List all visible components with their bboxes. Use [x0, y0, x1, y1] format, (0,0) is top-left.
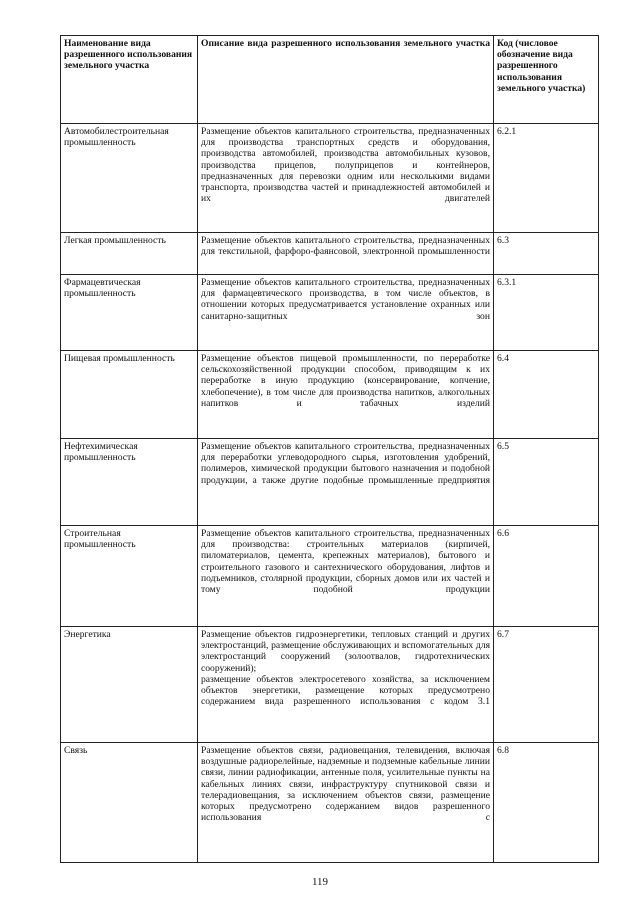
row-code: 6.3.1: [494, 275, 599, 351]
row-code: 6.6: [494, 526, 599, 627]
table-row: [61, 124, 599, 233]
description-paragraph: Размещение объектов капитального строительства, предназначенных для переработки углеводородного сырья, изготовления удобрений, полимеров, химической продукции бытового назначения и подобной продукции, а также другие подобные промышленные предприятия: [201, 441, 490, 486]
row-code: 6.3: [494, 233, 599, 275]
table-row: [61, 233, 599, 275]
table-body: [61, 124, 599, 863]
row-description: [198, 233, 494, 275]
description-paragraph: Размещение объектов связи, радиовещания, телевидения, включая воздушные радиорелейные, надземные и подземные кабельные линии связи, линии радиофикации, антенные поля, усилительные пункты на кабельных линиях связи, инфраструктуру спутниковой связи и телерадиовещания, за исключением объектов связи, размещение которых предусмотрено содержанием видов разрешенного использования с: [201, 745, 490, 824]
row-code: 6.7: [494, 627, 599, 743]
row-name: Пищевая промышленность: [61, 351, 198, 439]
page-number: 119: [311, 876, 329, 888]
table-row: [61, 743, 599, 863]
table-row: [61, 351, 599, 439]
row-code: 6.5: [494, 439, 599, 526]
description-paragraph: Размещение объектов капитального строительства, предназначенных для фармацевтического производства, в том числе объектов, в отношении которых предусматривается установление охранных или санитарно-защитных зон: [201, 277, 490, 322]
row-name: Фармацевтическая промышленность: [61, 275, 198, 351]
description-paragraph: Размещение объектов капитального строительства, предназначенных для производства: строительных материалов (кирпичей, пиломатериалов, цемента, крепежных материалов), бытового и строительного газового и сантехнического оборудования, лифтов и подъемников, столярной продукции, сборных домов или их частей и тому подобной продукции: [201, 528, 490, 596]
row-description: [198, 275, 494, 351]
description-paragraph: Размещение объектов гидроэнергетики, тепловых станций и других электростанций, размещение обслуживающих и вспомогательных для электростанций сооружений (золоотвалов, гидротехнических сооружений);: [201, 629, 490, 674]
row-code: 6.2.1: [494, 124, 599, 233]
row-description: [198, 124, 494, 233]
row-code: 6.8: [494, 743, 599, 863]
description-paragraph: Размещение объектов капитального строительства, предназначенных для производства транспортных средств и оборудования, производства автомобилей, производства автомобильных кузовов, производства прицепов, полуприцепов и контейнеров, предназначенных для перевозки одним или несколькими видами транспорта, производства частей и принадлежностей автомобилей и их двигателей: [201, 126, 490, 205]
row-name: Строительная промышленность: [61, 526, 198, 627]
row-description: [198, 526, 494, 627]
row-description: [198, 627, 494, 743]
row-name: Легкая промышленность: [61, 233, 198, 275]
description-paragraph: размещение объектов электросетевого хозяйства, за исключением объектов энергетики, размещение которых предусмотрено содержанием вида разрешенного использования с кодом 3.1: [201, 673, 490, 708]
row-name: Автомобилестроительная промышленность: [61, 124, 198, 233]
table-row: [61, 627, 599, 743]
row-code: 6.4: [494, 351, 599, 439]
table-row: [61, 526, 599, 627]
description-paragraph: Размещение объектов пищевой промышленности, по переработке сельскохозяйственной продукции способом, приводящим к их переработке в иную продукцию (консервирование, копчение, хлебопечение), в том числе для производства напитков, алкогольных напитков и табачных изделий: [201, 353, 490, 409]
table-header-row: [61, 36, 599, 124]
row-name: Энергетика: [61, 627, 198, 743]
land-use-classifier-table: [60, 35, 599, 863]
table-row: [61, 439, 599, 526]
header-code: Код (числовое обозначение вида разрешенного использования земельного участка): [494, 36, 599, 124]
row-description: [198, 351, 494, 439]
header-name: Наименование вида разрешенного использования земельного участка: [61, 36, 198, 124]
row-description: [198, 439, 494, 526]
row-name: Связь: [61, 743, 198, 863]
row-description: [198, 743, 494, 863]
header-description: Описание вида разрешенного использования земельного участка: [198, 36, 494, 124]
table-row: [61, 275, 599, 351]
row-name: Нефтехимическая промышленность: [61, 439, 198, 526]
description-paragraph: Размещение объектов капитального строительства, предназначенных для текстильной, фарфоро-фаянсовой, электронной промышленности: [201, 235, 490, 258]
